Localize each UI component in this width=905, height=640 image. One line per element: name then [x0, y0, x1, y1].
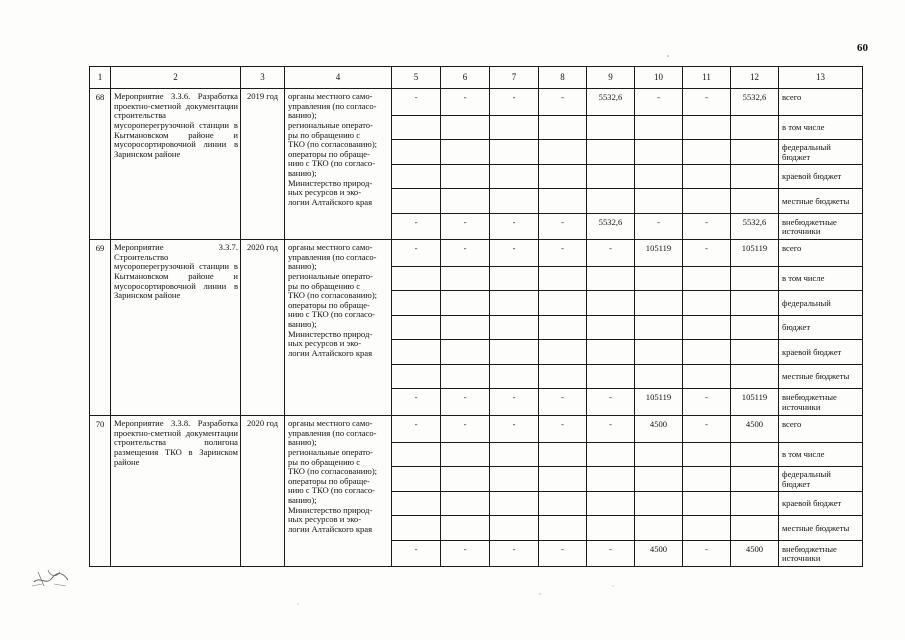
empty-cell: [539, 315, 587, 340]
funding-source: местные бюджеты: [779, 189, 863, 214]
empty-cell: [441, 140, 490, 165]
empty-cell: [731, 115, 779, 140]
empty-cell: [587, 491, 635, 516]
value-cell: -: [490, 213, 539, 240]
empty-cell: [635, 467, 683, 492]
funding-source: в том числе: [779, 442, 863, 467]
header-cell: 6: [441, 67, 490, 89]
empty-cell: [635, 516, 683, 541]
measure-description: Мероприятие 3.3.8. Разработка проектно-сметной документации строительства полигона размещения ТКО в Заринском районе: [111, 416, 241, 567]
executor-line: нию с ТКО (по согласо-: [288, 158, 376, 169]
executors-cell: [285, 416, 392, 567]
empty-cell: [441, 491, 490, 516]
empty-cell: [539, 291, 587, 316]
value-cell: 4500: [731, 540, 779, 567]
empty-cell: [539, 467, 587, 492]
year-cell: 2019 год: [241, 89, 285, 240]
funding-source: местные бюджеты: [779, 364, 863, 389]
value-cell: -: [392, 240, 441, 267]
executor-line: ТКО (по согласованию);: [288, 466, 378, 477]
empty-cell: [587, 189, 635, 214]
empty-cell: [441, 266, 490, 291]
empty-cell: [392, 315, 441, 340]
empty-cell: [392, 291, 441, 316]
executor-line: региональные операто-: [288, 446, 373, 457]
empty-cell: [635, 364, 683, 389]
empty-cell: [490, 467, 539, 492]
value-cell: -: [539, 416, 587, 443]
empty-cell: [635, 189, 683, 214]
header-cell: 2: [111, 67, 241, 89]
value-cell: -: [683, 240, 731, 267]
executor-line: ТКО (по согласованию);: [288, 139, 378, 150]
header-cell: 1: [90, 67, 111, 89]
empty-cell: [587, 467, 635, 492]
empty-cell: [490, 516, 539, 541]
empty-cell: [539, 516, 587, 541]
row-number: 69: [90, 240, 111, 416]
value-cell: -: [392, 389, 441, 416]
header-cell: 10: [635, 67, 683, 89]
value-cell: -: [392, 89, 441, 116]
empty-cell: [539, 340, 587, 365]
funding-source: в том числе: [779, 115, 863, 140]
header-cell: 7: [490, 67, 539, 89]
empty-cell: [587, 315, 635, 340]
budget-table: [89, 66, 863, 567]
empty-cell: [731, 189, 779, 214]
executor-line: ных ресурсов и эко-: [288, 514, 362, 525]
executor-line: ных ресурсов и эко-: [288, 338, 362, 349]
funding-source: краевой бюджет: [779, 164, 863, 189]
funding-source: краевой бюджет: [779, 340, 863, 365]
executor-line: управления (по согласо-: [288, 251, 377, 262]
empty-cell: [587, 364, 635, 389]
empty-cell: [490, 140, 539, 165]
empty-cell: [441, 291, 490, 316]
value-cell: -: [587, 240, 635, 267]
empty-cell: [683, 491, 731, 516]
empty-cell: [683, 516, 731, 541]
empty-cell: [587, 516, 635, 541]
empty-cell: [635, 315, 683, 340]
executor-line: ванию);: [288, 110, 317, 121]
table-row: [90, 89, 863, 116]
funding-source: краевой бюджет: [779, 491, 863, 516]
empty-cell: [587, 140, 635, 165]
empty-cell: [731, 340, 779, 365]
empty-cell: [392, 340, 441, 365]
header-cell: 11: [683, 67, 731, 89]
empty-cell: [490, 164, 539, 189]
executor-line: органы местного само-: [288, 242, 373, 252]
empty-cell: [490, 340, 539, 365]
empty-cell: [441, 189, 490, 214]
empty-cell: [731, 315, 779, 340]
empty-cell: [441, 516, 490, 541]
table-row: [90, 416, 863, 443]
empty-cell: [490, 491, 539, 516]
empty-cell: [441, 315, 490, 340]
header-cell: 5: [392, 67, 441, 89]
value-cell: -: [539, 240, 587, 267]
value-cell: -: [683, 89, 731, 116]
value-cell: 4500: [731, 416, 779, 443]
value-cell: -: [587, 540, 635, 567]
executor-line: операторы по обраще-: [288, 475, 370, 486]
table-row: [90, 240, 863, 267]
year-cell: 2020 год: [241, 240, 285, 416]
empty-cell: [635, 291, 683, 316]
empty-cell: [731, 491, 779, 516]
empty-cell: [731, 291, 779, 316]
executor-line: логии Алтайского края: [288, 196, 373, 207]
empty-cell: [635, 115, 683, 140]
handwritten-mark-icon: [30, 566, 70, 590]
executors-cell: [285, 89, 392, 240]
empty-cell: [392, 364, 441, 389]
header-row: [90, 67, 863, 89]
header-cell: 13: [779, 67, 863, 89]
empty-cell: [490, 364, 539, 389]
value-cell: 105119: [731, 389, 779, 416]
funding-source: федеральный: [779, 291, 863, 316]
executor-line: управления (по согласо-: [288, 100, 377, 111]
empty-cell: [392, 266, 441, 291]
executor-line: ванию);: [288, 168, 317, 178]
empty-cell: [683, 164, 731, 189]
empty-cell: [490, 266, 539, 291]
header-cell: 9: [587, 67, 635, 89]
header-cell: 8: [539, 67, 587, 89]
value-cell: -: [441, 213, 490, 240]
executor-line: Министерство природ-: [288, 177, 373, 188]
empty-cell: [490, 189, 539, 214]
empty-cell: [683, 291, 731, 316]
empty-cell: [587, 266, 635, 291]
empty-cell: [490, 115, 539, 140]
value-cell: 4500: [635, 540, 683, 567]
empty-cell: [635, 442, 683, 467]
measure-description: Мероприятие 3.3.6. Разработка проектно-сметной документации строительства мусороперегрузочной станции в Кытмановском районе и мусоросортировочной линии в Заринском районе: [111, 89, 241, 240]
empty-cell: [731, 266, 779, 291]
empty-cell: [635, 340, 683, 365]
value-cell: 105119: [635, 240, 683, 267]
empty-cell: [392, 516, 441, 541]
funding-source: всего: [779, 89, 863, 116]
executor-line: ры по обращению с: [288, 280, 361, 291]
empty-cell: [683, 266, 731, 291]
empty-cell: [587, 291, 635, 316]
empty-cell: [392, 115, 441, 140]
empty-cell: [539, 140, 587, 165]
empty-cell: [441, 164, 490, 189]
executor-line: ванию);: [288, 495, 317, 505]
value-cell: -: [490, 240, 539, 267]
value-cell: -: [539, 89, 587, 116]
value-cell: -: [441, 540, 490, 567]
value-cell: -: [539, 213, 587, 240]
empty-cell: [587, 115, 635, 140]
executor-line: региональные операто-: [288, 119, 373, 130]
executor-line: управления (по согласо-: [288, 427, 377, 438]
value-cell: 5532,6: [731, 89, 779, 116]
executor-line: операторы по обраще-: [288, 299, 370, 310]
value-cell: -: [392, 416, 441, 443]
row-number: 70: [90, 416, 111, 567]
empty-cell: [731, 442, 779, 467]
funding-source: в том числе: [779, 266, 863, 291]
funding-source: федеральный бюджет: [779, 467, 863, 492]
empty-cell: [587, 340, 635, 365]
value-cell: -: [490, 540, 539, 567]
empty-cell: [635, 266, 683, 291]
empty-cell: [683, 189, 731, 214]
value-cell: -: [490, 389, 539, 416]
value-cell: -: [490, 89, 539, 116]
executor-line: ванию);: [288, 261, 317, 272]
value-cell: -: [490, 416, 539, 443]
empty-cell: [392, 491, 441, 516]
empty-cell: [683, 364, 731, 389]
value-cell: 105119: [635, 389, 683, 416]
value-cell: -: [587, 416, 635, 443]
executor-line: ТКО (по согласованию);: [288, 290, 378, 301]
value-cell: -: [683, 416, 731, 443]
value-cell: -: [539, 389, 587, 416]
empty-cell: [731, 467, 779, 492]
empty-cell: [392, 467, 441, 492]
value-cell: 105119: [731, 240, 779, 267]
executor-line: ных ресурсов и эко-: [288, 187, 362, 198]
header-cell: 3: [241, 67, 285, 89]
executor-line: ры по обращению с: [288, 129, 361, 140]
empty-cell: [731, 140, 779, 165]
funding-source: бюджет: [779, 315, 863, 340]
header-cell: 4: [285, 67, 392, 89]
funding-source: местные бюджеты: [779, 516, 863, 541]
executor-line: операторы по обраще-: [288, 148, 370, 159]
row-number: 68: [90, 89, 111, 240]
empty-cell: [587, 442, 635, 467]
empty-cell: [441, 115, 490, 140]
funding-source: внебюджетные источники: [779, 213, 863, 240]
empty-cell: [441, 364, 490, 389]
funding-source: всего: [779, 240, 863, 267]
executor-line: логии Алтайского края: [288, 523, 373, 534]
empty-cell: [392, 442, 441, 467]
empty-cell: [539, 189, 587, 214]
executor-line: ры по обращению с: [288, 456, 361, 467]
empty-cell: [683, 442, 731, 467]
empty-cell: [441, 467, 490, 492]
funding-source: всего: [779, 416, 863, 443]
measure-description: Мероприятие 3.3.7. Строительство мусороперегрузочной станции в Кытмановском районе и мусоросортировочной линии в Заринском районе: [111, 240, 241, 416]
executors-cell: [285, 240, 392, 416]
value-cell: -: [441, 240, 490, 267]
value-cell: 5532,6: [587, 213, 635, 240]
empty-cell: [683, 315, 731, 340]
executor-line: Министерство природ-: [288, 328, 373, 339]
executor-line: нию с ТКО (по согласо-: [288, 485, 376, 496]
value-cell: -: [635, 89, 683, 116]
value-cell: 5532,6: [587, 89, 635, 116]
empty-cell: [539, 364, 587, 389]
empty-cell: [392, 164, 441, 189]
empty-cell: [731, 364, 779, 389]
empty-cell: [539, 164, 587, 189]
empty-cell: [731, 516, 779, 541]
executor-line: органы местного само-: [288, 91, 373, 101]
year-cell: 2020 год: [241, 416, 285, 567]
empty-cell: [731, 164, 779, 189]
empty-cell: [539, 115, 587, 140]
executor-line: ванию);: [288, 437, 317, 448]
header-cell: 12: [731, 67, 779, 89]
empty-cell: [441, 442, 490, 467]
value-cell: -: [683, 213, 731, 240]
empty-cell: [683, 340, 731, 365]
value-cell: -: [683, 540, 731, 567]
empty-cell: [539, 442, 587, 467]
empty-cell: [635, 140, 683, 165]
funding-source: внебюджетные источники: [779, 389, 863, 416]
empty-cell: [441, 340, 490, 365]
executor-line: нию с ТКО (по согласо-: [288, 309, 376, 320]
funding-source: внебюджетные источники: [779, 540, 863, 567]
value-cell: -: [635, 213, 683, 240]
value-cell: -: [587, 389, 635, 416]
value-cell: -: [392, 540, 441, 567]
empty-cell: [587, 164, 635, 189]
value-cell: -: [441, 89, 490, 116]
executor-line: ванию);: [288, 319, 317, 329]
empty-cell: [539, 266, 587, 291]
empty-cell: [490, 315, 539, 340]
empty-cell: [490, 442, 539, 467]
executor-line: логии Алтайского края: [288, 347, 373, 358]
value-cell: 5532,6: [731, 213, 779, 240]
executor-line: региональные операто-: [288, 270, 373, 281]
value-cell: -: [441, 389, 490, 416]
executor-line: Министерство природ-: [288, 504, 373, 515]
empty-cell: [683, 467, 731, 492]
empty-cell: [539, 491, 587, 516]
value-cell: -: [683, 389, 731, 416]
value-cell: -: [539, 540, 587, 567]
empty-cell: [683, 115, 731, 140]
empty-cell: [635, 164, 683, 189]
value-cell: -: [441, 416, 490, 443]
page-number: 60: [857, 42, 868, 54]
executor-line: органы местного само-: [288, 418, 373, 428]
value-cell: -: [392, 213, 441, 240]
empty-cell: [490, 291, 539, 316]
empty-cell: [635, 491, 683, 516]
empty-cell: [392, 140, 441, 165]
funding-source: федеральный бюджет: [779, 140, 863, 165]
value-cell: 4500: [635, 416, 683, 443]
empty-cell: [392, 189, 441, 214]
empty-cell: [683, 140, 731, 165]
